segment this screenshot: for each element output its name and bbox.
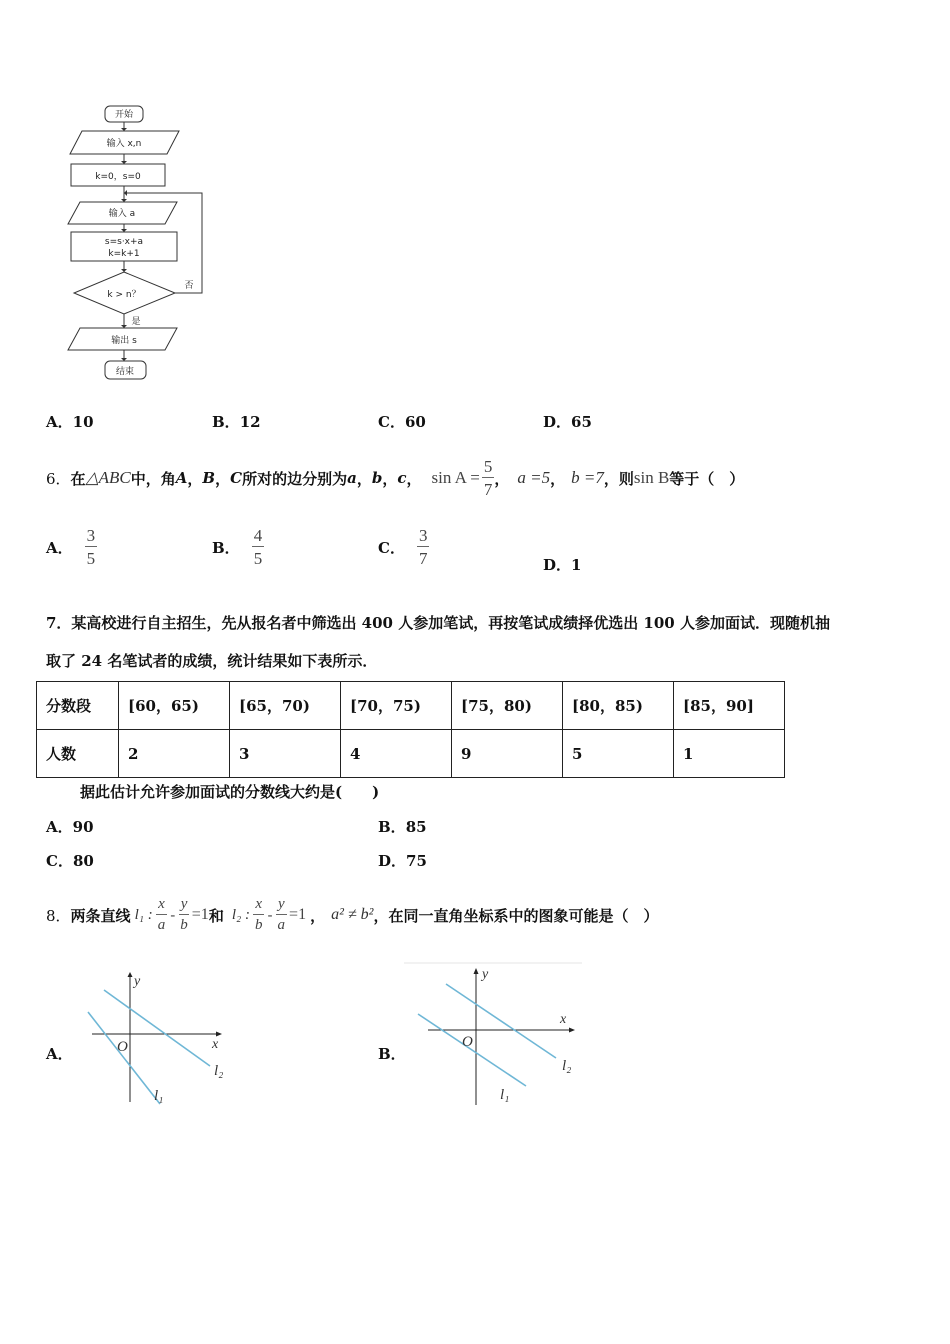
table-cell: [85，90]	[674, 682, 785, 730]
fc-condition: k > n？	[107, 290, 141, 300]
table-cell: [65，70)	[230, 682, 341, 730]
graph-b[interactable]	[404, 962, 582, 1108]
table-cell: 4	[341, 730, 452, 778]
fc-yes: 是	[131, 317, 141, 327]
q6-option-d[interactable]: D．1	[543, 556, 582, 574]
q8-stem: 8． 两条直线 l₁ : $\frac{x}{a}$ - $\frac{y}{b}$ =1 和 l₂ : $\frac{x}{b}$ - $\frac{y}{a}$ =1 ， a² ≠ b² ，在同一直角坐标系中的图象可能是（ ）	[46, 896, 659, 933]
table-row	[37, 682, 785, 730]
table-cell: 1	[674, 730, 785, 778]
flowchart	[60, 98, 220, 390]
q6-option-b[interactable]: B． $\frac{4}{5}$	[212, 526, 263, 568]
table-cell: [60，65)	[119, 682, 230, 730]
x-axis-label: x	[212, 1037, 219, 1052]
fc-update-s: s=s·x+a	[104, 237, 144, 247]
score-table	[36, 681, 785, 778]
q7-option-c[interactable]: C．80	[46, 852, 94, 870]
sinA-fraction: $\frac{5}{7}$	[483, 457, 493, 499]
q7-option-d[interactable]: D．75	[378, 852, 427, 870]
fc-input-xn: 输入 x,n	[106, 139, 142, 149]
l2-label: l₂	[214, 1063, 224, 1079]
table-row	[37, 730, 785, 778]
fc-update-k: k=k+1	[108, 249, 140, 259]
table-cell: [70，75)	[341, 682, 452, 730]
table-cell: [80，85)	[563, 682, 674, 730]
table-cell: 9	[452, 730, 563, 778]
line-l1	[418, 1014, 526, 1086]
q7-stem-line1: 7．某高校进行自主招生，先从报名者中筛选出 400 人参加笔试，再按笔试成绩择优选出 100 人参加面试．现随机抽	[46, 614, 830, 632]
table-cell: 2	[119, 730, 230, 778]
q6-option-a[interactable]: A． $\frac{3}{5}$	[46, 526, 96, 568]
table-cell: 人数	[37, 730, 119, 778]
q8-option-b[interactable]: B．	[378, 1045, 406, 1063]
l2-label: l₂	[562, 1058, 572, 1074]
fc-init: k=0，s=0	[95, 172, 141, 182]
q5-option-b[interactable]: B．12	[212, 413, 261, 431]
q6-stem: 6． 在 △ABC 中，角 A ， B ， C 所对的边分别为 a ， b ， c ， sin A = $\frac{5}{7}$ ， a =5 ， b =7 ，则 sin B 等于（ ）	[46, 457, 745, 499]
table-cell: 3	[230, 730, 341, 778]
q7-question: 据此估计允许参加面试的分数线大约是( )	[80, 783, 380, 801]
q7-stem-line2: 取了 24 名笔试者的成绩，统计结果如下表所示．	[46, 652, 378, 670]
l1-label: l₁	[154, 1088, 164, 1104]
q6-option-c[interactable]: C． $\frac{3}{7}$	[378, 526, 428, 568]
q5-option-c[interactable]: C．60	[378, 413, 426, 431]
y-axis-label: y	[134, 974, 141, 989]
fc-input-a: 输入 a	[108, 209, 136, 219]
table-cell: [75，80)	[452, 682, 563, 730]
fc-start: 开始	[114, 110, 134, 120]
table-cell: 5	[563, 730, 674, 778]
x-axis-label: x	[560, 1012, 567, 1027]
fc-end: 结束	[115, 367, 135, 377]
y-axis-label: y	[482, 967, 489, 982]
q5-option-d[interactable]: D．65	[543, 413, 592, 431]
q7-option-b[interactable]: B．85	[378, 818, 427, 836]
origin-label: O	[462, 1034, 473, 1050]
table-cell: 分数段	[37, 682, 119, 730]
q5-option-a[interactable]: A．10	[46, 413, 94, 431]
fc-no: 否	[184, 281, 194, 291]
q8-option-a[interactable]: A．	[46, 1045, 73, 1063]
fc-output: 输出 s	[111, 336, 137, 346]
q7-option-a[interactable]: A．90	[46, 818, 94, 836]
l1-label: l₁	[500, 1087, 510, 1103]
origin-label: O	[117, 1039, 128, 1055]
line-l1	[88, 1012, 160, 1104]
graph-a[interactable]	[86, 972, 228, 1107]
